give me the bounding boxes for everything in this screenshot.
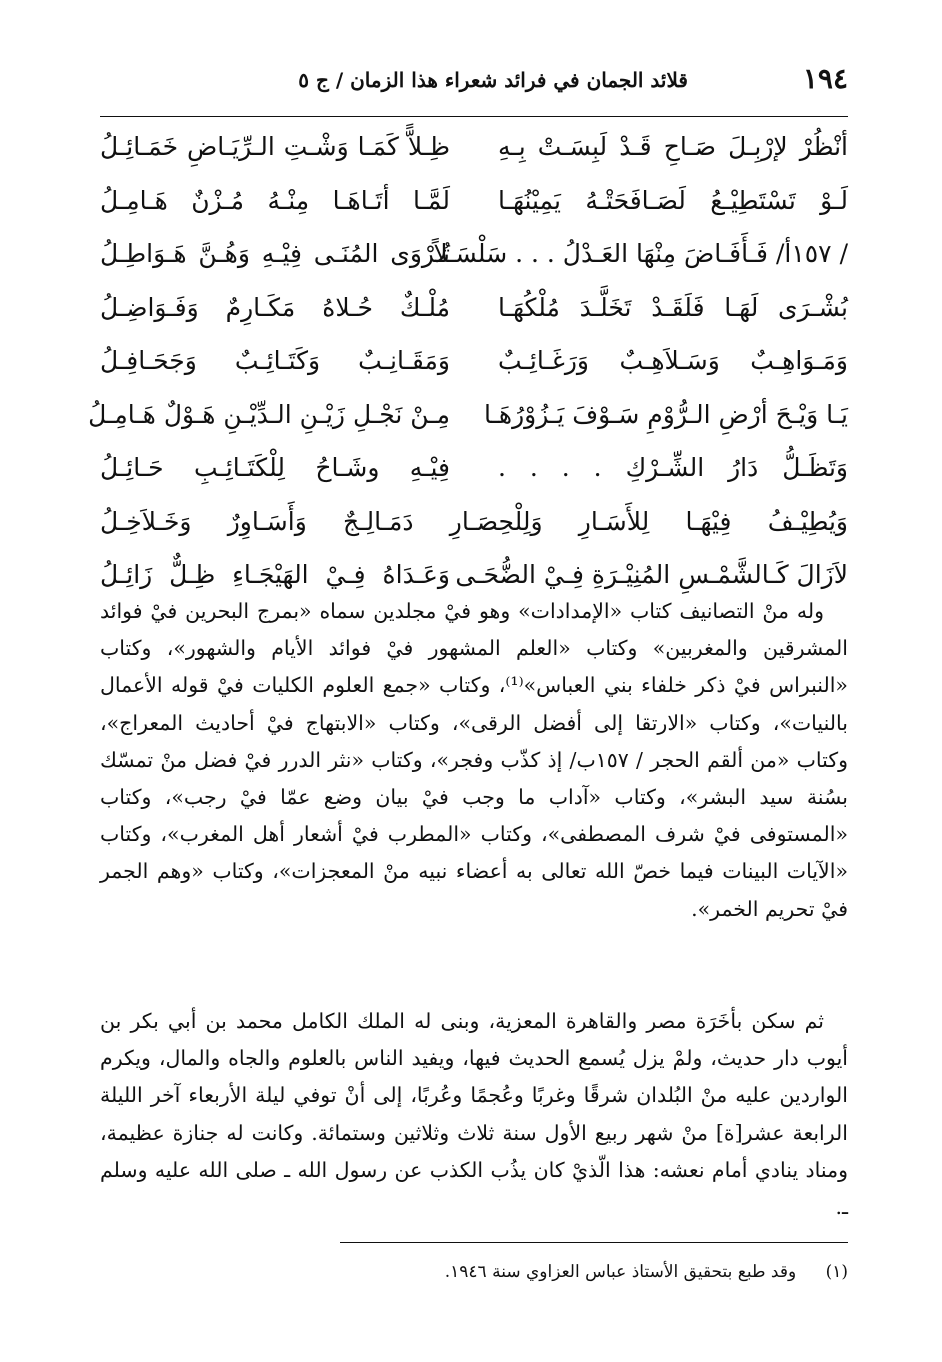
footnote-marker: (١) [825,1262,848,1282]
page-number: ١٩٤ [802,62,848,95]
poem-verse [88,392,848,446]
poem-verse-full-line [100,499,848,553]
verse-first-hemistich: وَمَـوَاهِـبٌ وَسَـلاَهِـبٌ وَرَغَـائِـبٌ [498,346,848,375]
poem [88,124,848,606]
verse-second-hemistich: ظِـلاًّ كَمَـا وَشْـتِ الـرِّيَـاضِ خَمَـائِـلُ [100,132,450,161]
verse-first-hemistich: بُشْـرَى لَهَـا فَلَقَـدْ تَخَلَّـدَ مُلْكُهَـا [498,292,848,322]
verse-first-hemistich: / ١٥٧أ/ فَـأَفَـاضَ مِنْهَا العَـدْلُ . . . سَلْسَـلاً [433,239,848,268]
poem-verse [100,124,848,178]
paragraph-works [100,593,848,928]
verse-first-hemistich: يَـا وَيْـحَ أرْضِ الـرُّوْمِ سَـوْفَ يَـزُوْرُهَـا [483,399,848,429]
verse-full-line: وَيُطِيْـفُ فِيْهَـا لِلأَسَـارِ وَلِلْحِصَـارِ دَمَـالِـجٌ وَأَسَـاوِرٌ وَخَـلاَخِـلُ [100,506,848,536]
poem-verse [100,231,848,285]
running-title: قلائد الجمان في فرائد شعراء هذا الزمان / ج ٥ [298,68,688,92]
footnote-rule [340,1242,848,1243]
verse-first-hemistich: أنْظُرْ لإرْبِـلَ صَـاحِ قَـدْ لَبِسَـتْ بِـهِ [498,132,848,161]
poem-verse [100,445,848,499]
paragraph-text: وله منْ التصانيف كتاب «الإمدادات» وهو فيْ مجلدين سماه «بمرج البحرين فيْ فوائد المشرقين والمغربين» وكتاب «العلم المشهور فيْ فوائد الأيام والشهور»، وكتاب «النبراس فيْ ذكر خلفاء بني العباس»⁽¹⁾، وكتاب «جمع العلوم الكليات فيْ قوله الأعمال بالنيات»، وكتاب «الارتقا إلى أفضل الرقى»، وكتاب «الابتهاج فيْ أحاديث المعراج»، وكتاب «من ألقم الحجر / ١٥٧ب/ إذ كذّب وفجر»، وكتاب «نثر الدرر فيْ فضل منْ تمسّك بسُنة سيد البشر»، وكتاب «آداب ما وجب فيْ بيان وضع عمّا فيْ رجب»، وكتاب «المستوفى فيْ شرف المصطفى»، وكتاب «المطرب فيْ أشعار أهل المغرب»، وكتاب «الآيات البينات فيما خصّ الله تعالى به أعضاء نبيه منْ المعجزات»، وكتاب «وهم الجمر فيْ تحريم الخمر». [100,599,848,921]
verse-first-hemistich: لَـوْ تَسْتَطِيْـعُ لَصَـافَحَتْـهُ يَمِيْنُهَـا [498,185,848,215]
header-rule [100,116,848,117]
poem-verse [100,338,848,392]
verse-second-hemistich: فِيْـهِ وشَـاحُ لِلْكَتَـائِـبِ حَـائِـلُ [100,453,450,482]
poem-verse [100,178,848,232]
verse-second-hemistich: وَعَـدَاهُ فِـيْ الهَيْجَـاءِ ظِـلٌّ زَائِـلُ [100,560,450,589]
verse-first-hemistich: وَتَظَـلُّ دَارُ الشِّـرْكِ . . . . [498,453,848,482]
verse-first-hemistich: لاَزَالَ كَـالشَّمْـسِ المُنِيْـرَةِ فِـيْ الضُّحَـى [455,560,848,589]
verse-second-hemistich: تُـرْوَى المُنَـى فِيْـهِ وَهُـنَّ هَـوَاطِـلُ [100,239,450,268]
verse-second-hemistich: لَمَّـا أتَـاهَـا مِنْـهُ مُـزْنٌ هَـامِـلُ [100,185,450,215]
paragraph-biography [100,1003,848,1226]
verse-second-hemistich: مِـنْ نَجْـلِ زَيْـنِ الـدِّيْـنِ هَـوْلٌ هَـامِـلُ [88,399,450,429]
footnote-text: وقد طبع بتحقيق الأستاذ عباس العزاوي سنة ١٩٤٦. [444,1262,797,1282]
verse-second-hemistich: مُلْـكٌ حُـلاهُ مَكَـارِمٌ وَفَـوَاضِـلُ [100,292,450,322]
paragraph-text: ثم سكن بأخَرَة مصر والقاهرة المعزية، وبنى له الملك الكامل محمد بن أبي بكر بن أيوب دار حديث، ولمْ يزل يُسمع الحديث فيها، ويفيد الناس بالعلوم والجاه والمال، ويكرم الواردين عليه منْ البُلدان شرقًا وغربًا وعُجمًا وعُربًا، إلى أنْ توفي ليلة الأربعاء آخر الليلة الرابعة عشر[ة] منْ شهر ربيع الأول سنة ثلاث وثلاثين وستمائة. وكانت له جنازة عظيمة، ومناد ينادي أمام نعشه: هذا الّذيْ كان يذُب الكذب عن رسول الله ـ صلى الله عليه وسلم ـ. [100,1009,848,1220]
footnote [445,1262,848,1282]
verse-second-hemistich: وَمَقَـانِـبٌ وَكَتَـائِـبٌ وَجَحَـافِـلُ [100,346,450,375]
poem-verse [100,285,848,339]
page-header [100,62,848,108]
